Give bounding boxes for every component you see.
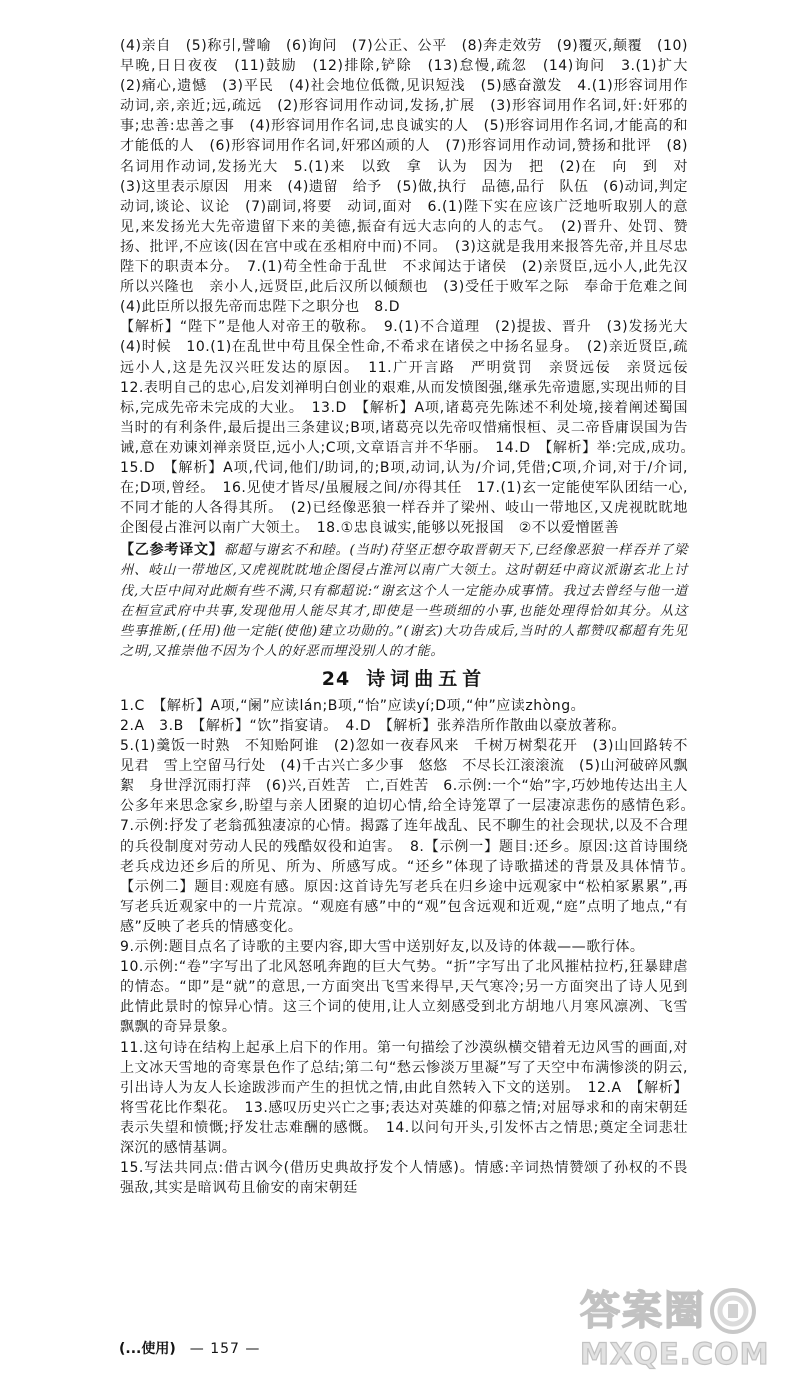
page-number: — 157 — xyxy=(189,1341,261,1357)
answer-paragraph: 11.这句诗在结构上起承上启下的作用。第一句描绘了沙漠纵横交错着无边风雪的画面,对上文冰天雪地的奇寒景色作了总结;第二句“愁云惨淡万里凝”写了天空中布满惨淡的阴云,引出诗人为友人长途跋涉而产生的担忧之情,由此自然转入下文的送别。 12.A 【解析】将雪花比作梨花。 13.感叹历史兴亡之事;表达对英雄的仰慕之情;对屈辱求和的南宋朝廷表示失望和愤慨;抒发壮志难酬的感慨。 14.以问句开头,引发怀古之情思;奠定全词悲壮深沉的感情基调。 xyxy=(120,1039,688,1156)
answer-paragraph: 9.示例:题目点名了诗歌的主要内容,即大雪中送别好友,以及诗的体裁——歌行体。 xyxy=(120,939,645,956)
translation-label: 【乙参考译文】 xyxy=(120,542,224,559)
watermark-logo-text: 答案圈 xyxy=(580,1288,706,1334)
section-number: 24 xyxy=(321,667,351,690)
watermark-url: MXQE.COM xyxy=(580,1337,770,1371)
answer-paragraph: (4)亲自 (5)称引,譬喻 (6)询问 (7)公正、公平 (8)奔走效劳 (9)覆灭,颠覆 (10)早晚,日日夜夜 (11)鼓励 (12)排除,铲除 (13)怠慢,疏忽 (14)询问 3.(1)扩大 (2)痛心,遗憾 (3)平民 (4)社会地位低微,见识短浅 (5)感奋激发 4.(1)形容词用作动词,亲,亲近;远,疏远 (2)形容词用作动词,发扬,扩展 (3)形容词用作名词,奸:奸邪的事;忠善:忠善之事 (4)形容词用作名词,忠良诚实的人 (5)形容词用作名词,才能高的和才能低的人 (6)形容词用作名词,奸邪凶顽的人 (7)形容词用作动词,赞扬和批评 (8)名词用作动词,发扬光大 5.(1)来 以致 拿 认为 因为 把 (2)在 向 到 对 (3)这里表示原因 用来 (4)遗留 给予 (5)做,执行 品德,品行 队伍 (6)动词,判定 动词,谈论、议论 (7)副词,将要 动词,面对 6.(1)陛下实在应该广泛地听取别人的意见,来发扬光大先帝遗留下来的美德,振奋有远大志向的人的志气。 (2)晋升、处罚、赞扬、批评,不应该(因在宫中或在丞相府中而)不同。 (3)这就是我用来报答先帝,并且尽忠陛下的职责本分。 7.(1)苟全性命于乱世 不求闻达于诸侯 (2)亲贤臣,远小人,此先汉所以兴隆也 亲小人,远贤臣,此后汉所以倾颓也 (3)受任于败军之际 奉命于危难之间 (4)此臣所以报先帝而忠陛下之职分也 8.D xyxy=(120,38,703,316)
answer-paragraph: 1.C 【解析】A项,“阑”应读lán;B项,“怡”应读yí;D项,“仲”应读zhòng。 xyxy=(120,697,586,714)
answer-paragraph: 10.示例:“卷”字写出了北风怒吼奔跑的巨大气势。“折”字写出了北风摧枯拉朽,狂暴肆虐的情态。“即”是“就”的意思,一方面突出飞雪来得早,天气寒冷;另一方面突出了诗人见到此情此景时的惊异心情。这三个词的使用,让人立刻感受到北方胡地八月寒风凛冽、飞雪飘飘的奇异景象。 xyxy=(120,959,688,1036)
footer-edition: (...使用) xyxy=(119,1341,176,1357)
section-title: 诗词曲五首 xyxy=(366,667,487,690)
translation-text: 郗超与谢玄不和睦。(当时)苻坚正想夺取晋朝天下,已经像恶狼一样吞并了梁州、岐山一带地区,又虎视眈眈地企图侵占淮河以南广大领土。这时朝廷中商议派谢玄北上讨伐,大臣中间对此颇有些不满,只有郗超说:“谢玄这个人一定能办成事情。我过去曾经与他一道在桓宣武府中共事,发现他用人能尽其才,即使是一些琐细的小事,也能处理得恰如其分。从这些事推断,(任用)他一定能(使他)建立功勋的。”(谢玄)大功告成后,当时的人都赞叹郗超有先见之明,又推崇他不因为个人的好恶而埋没别人的才能。 xyxy=(120,543,688,659)
section-heading xyxy=(120,667,688,691)
answer-paragraph: 【解析】“陛下”是他人对帝王的敬称。 9.(1)不合道理 (2)提拔、晋升 (3)发扬光大 (4)时候 10.(1)在乱世中苟且保全性命,不希求在诸侯之中扬名显身。 (2)亲近贤臣,疏远小人,这是先汉兴旺发达的原因。 11.广开言路 严明赏罚 亲贤远佞 亲贤远佞 12.表明自己的忠心,启发刘禅明白创业的艰难,从而发愤图强,继承先帝遗愿,实现出师的目标,完成先帝未完成的大业。 13.D 【解析】A项,诸葛亮先陈述不利处境,接着阐述蜀国当时的有利条件,最后提出三条建议;B项,诸葛亮以先帝叹惜痛恨桓、灵二帝昏庸误国为告诫,意在劝谏刘禅亲贤臣,远小人;C项,文章语言并不华丽。 14.D 【解析】举:完成,成功。 15.D 【解析】A项,代词,他们/助词,的;B项,动词,认为/介词,凭借;C项,介词,对于/介词,在;D项,曾经。 16.见使才皆尽/虽履屐之间/亦得其任 17.(1)玄一定能使军队团结一心,不同才能的人各得其所。 (2)已经像恶狼一样吞并了梁州、岐山一带地区,又虎视眈眈地企图侵占淮河以南广大领土。 18.①忠良诚实,能够以死报国 ②不以爱憎匿善 xyxy=(120,319,703,537)
watermark xyxy=(580,1284,792,1372)
page-footer xyxy=(119,1338,419,1360)
watermark-seal-icon xyxy=(708,1286,758,1336)
reference-translation xyxy=(120,540,688,662)
answer-paragraph: 2.A 3.B 【解析】“饮”指宴请。 4.D 【解析】张养浩所作散曲以豪放著称。 xyxy=(120,718,627,734)
answer-paragraph: 15.写法共同点:借古讽今(借历史典故抒发个人情感)。情感:辛词热情赞颂了孙权的不畏强敌,其实是暗讽苟且偷安的南宋朝廷 xyxy=(120,1160,688,1197)
text-column xyxy=(120,36,703,1198)
answer-paragraph: 5.(1)羹饭一时熟 不知贻阿谁 (2)忽如一夜春风来 千树万树梨花开 (3)山回路转不见君 雪上空留马行处 (4)千古兴亡多少事 悠悠 不尽长江滚滚流 (5)山河破碎风飘絮 身世浮沉雨打萍 (6)兴,百姓苦 亡,百姓苦 6.示例:一个“始”字,巧妙地传达出主人公多年来思念家乡,盼望与亲人团聚的迫切心情,给全诗笼罩了一层凄凉悲伤的感情色彩。 7.示例:抒发了老翁孤独凄凉的心情。揭露了连年战乱、民不聊生的社会现状,以及不合理的兵役制度对劳动人民的残酷奴役和迫害。 8.【示例一】题目:还乡。原因:这首诗围绕老兵戍边还乡后的所见、所为、所感写成。“还乡”体现了诗歌描述的背景及具体情节。 【示例二】题目:观庭有感。原因:这首诗先写老兵在归乡途中远观家中“松柏冢累累”,再写老兵近观家中的一片荒凉。“观庭有感”中的“观”包含远观和近观,“庭”点明了地点,“有感”反映了老兵的情感变化。 xyxy=(120,738,703,935)
